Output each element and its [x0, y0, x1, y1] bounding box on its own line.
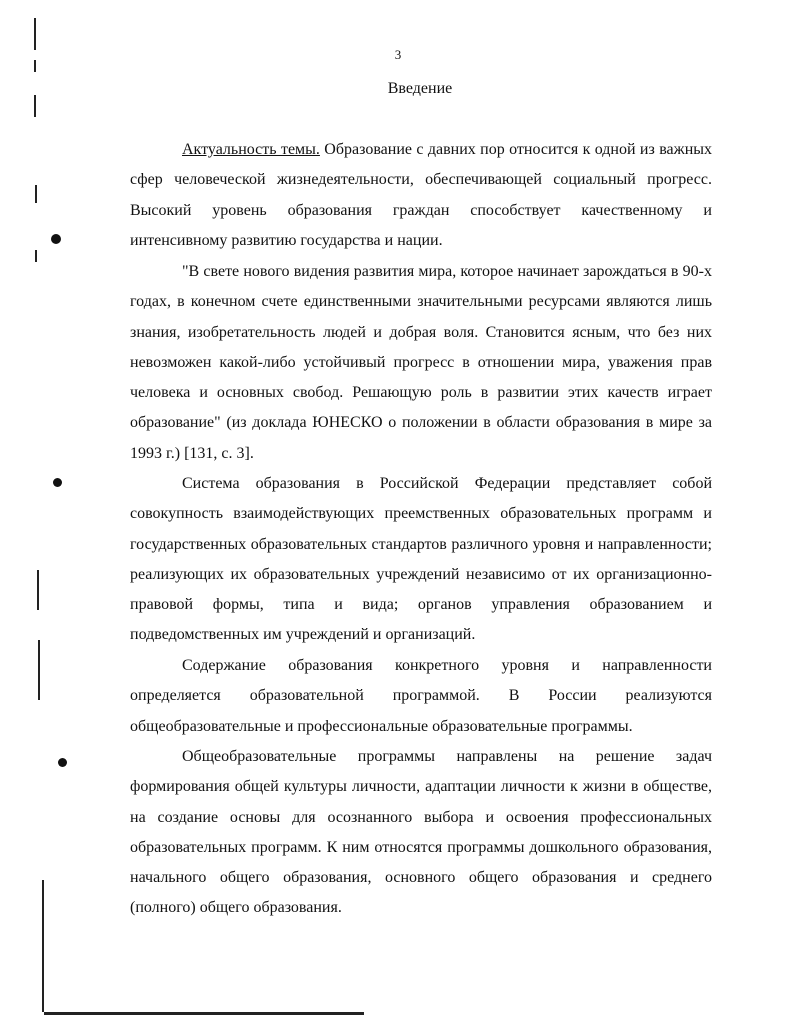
page-number: 3 — [394, 47, 402, 62]
paragraph-relevance — [130, 135, 712, 256]
paragraph-text: Образование с давних пор относится к одной из важных сфер человеческой жизнедеятельности, обеспечивающей социальный прогресс. Высокий уровень образования граждан способствует качественному и интенсивному развитию государства и нации. — [130, 141, 713, 249]
paragraph-unesco-quote: "В свете нового видения развития мира, которое начинает зарождаться в 90-х годах, в конечном счете единственными значительными ресурсами являются лишь знания, изобретательность людей и добрая воля. Становится ясным, что без них невозможен какой-либо устойчивый прогресс в отношении мира, уважения прав человека и основных свобод. Решающую роль в развитии этих качеств играет образование" (из доклада ЮНЕСКО о положении в области образования в мире за 1993 г.) [131, с. 3]. — [130, 263, 712, 462]
paragraph-education-system: Система образования в Российской Федерации представляет собой совокупность взаимодействующих преемственных образовательных программ и государственных образовательных стандартов различного уровня и направленности; реализующих их образовательных учреждений независимо от их организационно-правовой формы, типа и вида; органов управления образованием и подведомственных им учреждений и организаций. — [130, 475, 712, 644]
page-title: Введение — [387, 80, 453, 97]
relevance-heading: Актуальность темы. — [182, 141, 320, 158]
paragraph-general-programs: Общеобразовательные программы направлены на решение задач формирования общей культуры личности, адаптации личности к жизни в обществе, на создание основы для осознанного выбора и освоения профессиональных образовательных программ. К ним относятся программы дошкольного образования, начального общего образования, основного общего образования и среднего (полного) общего образования. — [130, 748, 712, 917]
paragraph-education-content: Содержание образования конкретного уровня и направленности определяется образовательной программой. В России реализуются общеобразовательные и профессиональные образовательные программы. — [130, 657, 712, 735]
